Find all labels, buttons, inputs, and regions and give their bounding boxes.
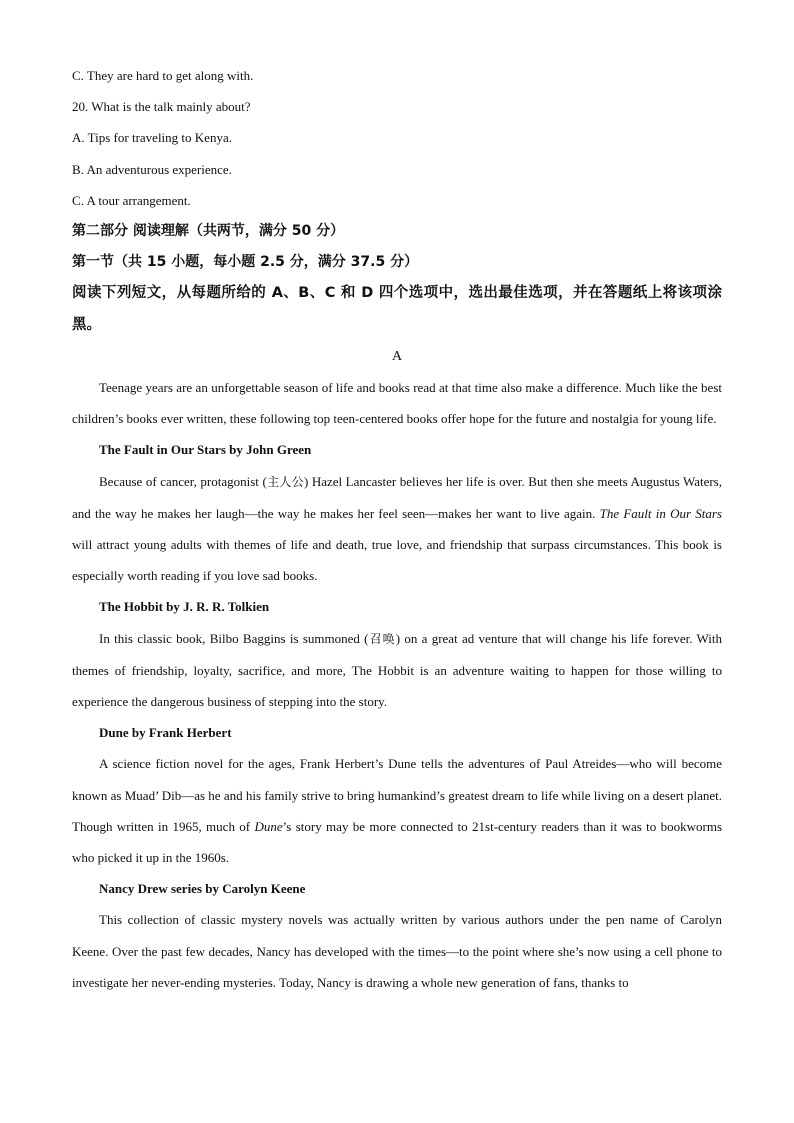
reading-instructions: 阅读下列短文，从每题所给的 A、B、C 和 D 四个选项中，选出最佳选项，并在答题纸上将该项涂黑。: [72, 285, 722, 333]
q20-option-c: C. A tour arrangement.: [72, 192, 191, 208]
book-title-nancy-drew: Nancy Drew series by Carolyn Keene: [99, 881, 306, 897]
q20-option-a: A. Tips for traveling to Kenya.: [72, 130, 232, 146]
book-paragraph-hobbit: [72, 623, 722, 718]
exam-page: [72, 60, 722, 998]
q20-question: 20. What is the talk mainly about?: [72, 99, 251, 115]
text-segment: ) on a great ad venture that will change his life forever. With themes of friendship, loyalty, sacrifice, and more, The Hobbit is an adventure waiting to happen for those willing to experience the dangerous business of stepping into the story.: [72, 630, 722, 710]
book-paragraph-fault-in-our-stars: [72, 466, 722, 592]
book-title-italic: The Fault in Our Stars: [599, 505, 722, 521]
book-paragraph-dune: [72, 748, 722, 873]
part2-heading: 第二部分 阅读理解（共两节，满分 50 分）: [72, 223, 345, 240]
passage-label: A: [391, 348, 403, 364]
text-segment: ’s story may be more connected to 21st-century readers than it was to bookworms who picked it up in the 1960s.: [72, 818, 723, 866]
text-segment: In this classic book, Bilbo Baggins is summoned (: [99, 630, 369, 646]
text-segment: A science fiction novel for the ages, Frank Herbert’s Dune tells the adventures of Paul Atreides—who will become known as Muad’ Dib—as he and his family strive to bring humankind’s greatest dream to life while living on a desert planet. Though written in 1965, much of: [72, 756, 722, 834]
book-title-dune: Dune by Frank Herbert: [99, 725, 232, 741]
intro-paragraph: Teenage years are an unforgettable season of life and books read at that time also make a difference. Much like the best children’s books ever written, these following top teen-centered books offer hope for the future and nostalgia for young life.: [72, 380, 722, 427]
section1-heading: 第一节（共 15 小题，每小题 2.5 分，满分 37.5 分）: [72, 254, 419, 271]
chinese-gloss: 召唤: [368, 631, 396, 646]
book-title-italic: Dune: [254, 818, 283, 834]
text-segment: will attract young adults with themes of life and death, true love, and friendship that surpass circumstances. This book is especially worth reading if you love sad books.: [72, 537, 722, 584]
book-title-hobbit: The Hobbit by J. R. R. Tolkien: [99, 599, 270, 615]
book-title-fault-in-our-stars: The Fault in Our Stars by John Green: [99, 442, 312, 458]
text-segment: ) Hazel Lancaster believes her life is over. But then she meets Augustus Waters, and the way he makes her laugh—the way he makes her feel seen—makes her want to live again.: [72, 473, 722, 521]
book-paragraph-nancy-drew: This collection of classic mystery novels was actually written by various authors under the pen name of Carolyn Keene. Over the past few decades, Nancy has developed with the times—to the point where she’s now using a cell phone to investigate her never-ending mysteries. Today, Nancy is drawing a whole new generation of fans, thanks to: [72, 912, 722, 990]
q20-option-b: B. An adventurous experience.: [72, 161, 232, 177]
chinese-gloss: 主人公: [266, 474, 304, 489]
q19-option-c: C. They are hard to get along with.: [72, 68, 254, 83]
text-segment: Because of cancer, protagonist (: [99, 473, 267, 489]
